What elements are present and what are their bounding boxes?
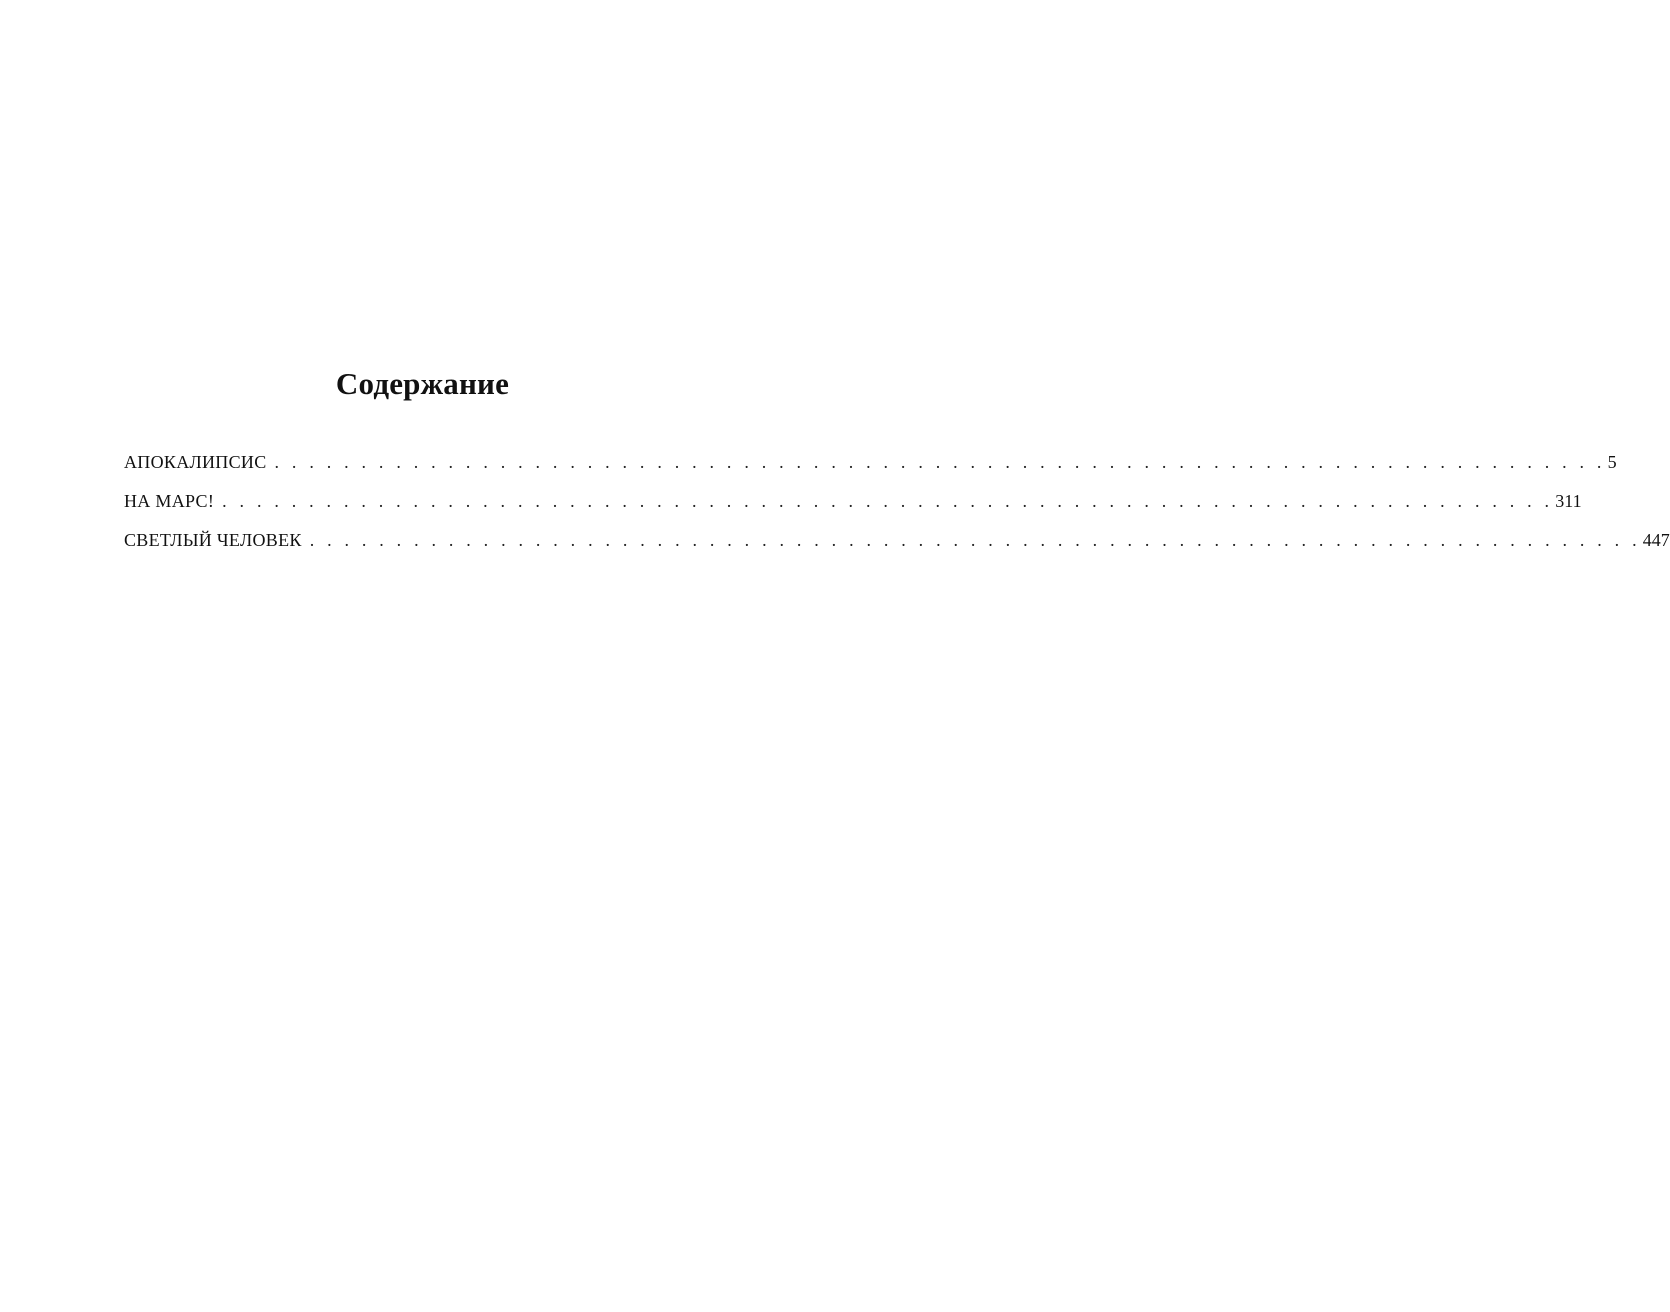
toc-dot-leader: . . . . . . . . . . . . . . . . . . . . . . . . . . . . . . . . . . . . . . . . . . . . . . . . . . . . . . . . . . . . . . . . . . . . . . . . . . . . . <box>274 452 1606 472</box>
toc-page-number: 447 <box>1642 530 1670 550</box>
toc-entry <box>124 488 1582 527</box>
table-of-contents <box>124 449 1670 566</box>
toc-entry <box>124 527 1670 566</box>
toc-entry-title: АПОКАЛИПСИС <box>124 452 267 472</box>
toc-page-number: 5 <box>1607 452 1617 472</box>
toc-dot-leader: . . . . . . . . . . . . . . . . . . . . . . . . . . . . . . . . . . . . . . . . . . . . . . . . . . . . . . . . . . . . . . . . . . . . . . . . . . . . . <box>309 530 1641 550</box>
toc-dot-leader: . . . . . . . . . . . . . . . . . . . . . . . . . . . . . . . . . . . . . . . . . . . . . . . . . . . . . . . . . . . . . . . . . . . . . . . . . . . . . <box>222 491 1554 511</box>
toc-entry-title: СВЕТЛЫЙ ЧЕЛОВЕК <box>124 530 302 550</box>
toc-page-number: 311 <box>1555 491 1582 511</box>
toc-entry <box>124 449 1617 488</box>
contents-title: Содержание <box>335 366 510 401</box>
toc-entry-title: НА МАРС! <box>124 491 215 511</box>
